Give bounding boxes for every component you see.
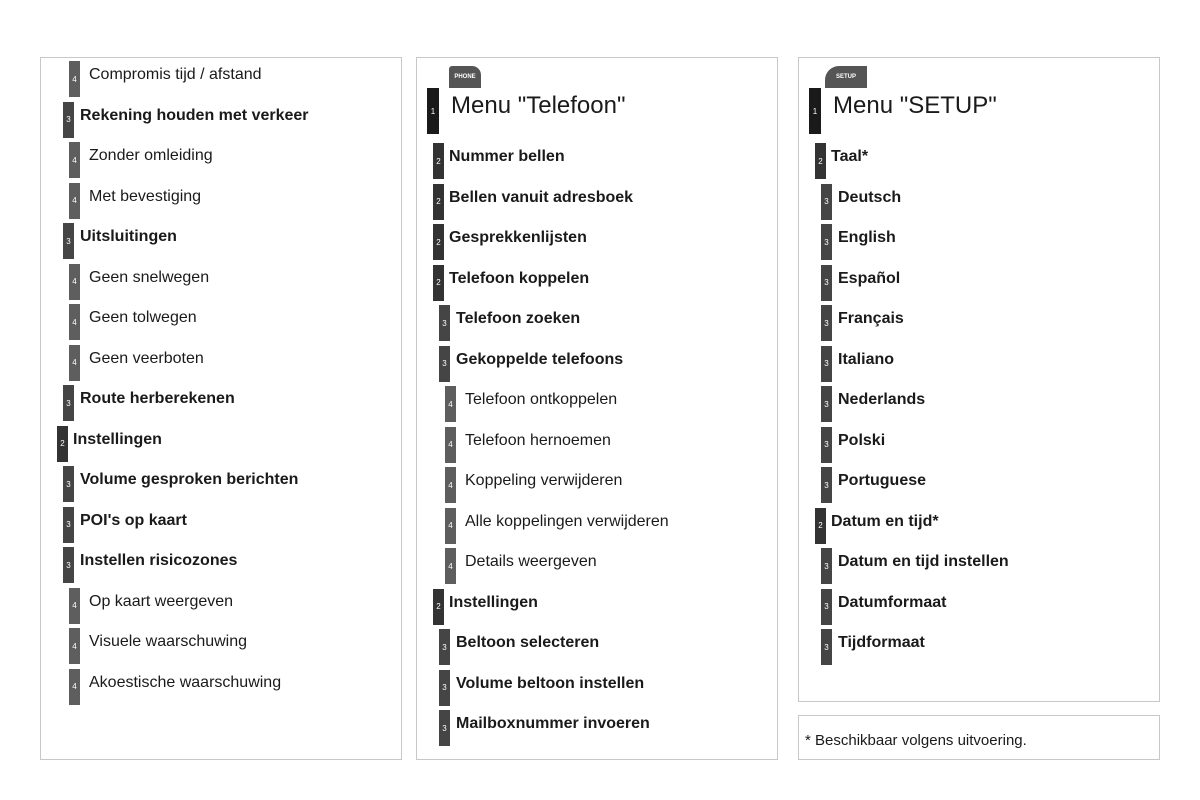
level-marker: 4 bbox=[69, 264, 80, 300]
setup-menu-panel bbox=[798, 57, 1160, 702]
level-marker: 2 bbox=[815, 508, 826, 544]
menu-item bbox=[417, 270, 777, 306]
phone-icon: PHONE bbox=[449, 66, 481, 88]
menu-item bbox=[417, 553, 777, 589]
menu-item-label: Italiano bbox=[838, 350, 895, 368]
phone-menu-panel bbox=[416, 57, 778, 760]
menu-item-label: Beltoon selecteren bbox=[456, 634, 600, 651]
menu-item bbox=[799, 634, 1159, 670]
menu-item bbox=[417, 715, 777, 751]
menu-item-label: Nummer bellen bbox=[449, 148, 565, 165]
level-marker: 1 bbox=[427, 88, 439, 134]
level-marker: 2 bbox=[433, 143, 444, 179]
menu-item bbox=[41, 471, 401, 507]
level-marker: 4 bbox=[445, 386, 456, 422]
menu-item-label: Visuele waarschuwing bbox=[89, 633, 248, 650]
left-menu-panel bbox=[40, 57, 402, 760]
level-marker: 3 bbox=[439, 629, 450, 665]
menu-item-label: Instellingen bbox=[449, 593, 538, 611]
menu-item bbox=[799, 432, 1159, 468]
level-marker: 4 bbox=[69, 183, 80, 219]
menu-title-text: Menu "Telefoon" bbox=[451, 92, 626, 119]
menu-item bbox=[799, 472, 1159, 508]
menu-title bbox=[799, 92, 1159, 134]
menu-item bbox=[417, 189, 777, 225]
level-marker: 4 bbox=[445, 508, 456, 544]
level-marker: 2 bbox=[815, 143, 826, 179]
level-marker: 3 bbox=[439, 710, 450, 746]
menu-item-label: Details weergeven bbox=[465, 553, 597, 570]
menu-item bbox=[41, 431, 401, 467]
menu-item bbox=[799, 391, 1159, 427]
level-marker: 3 bbox=[821, 184, 832, 220]
menu-item-label: Geen tolwegen bbox=[89, 309, 197, 326]
menu-item bbox=[799, 351, 1159, 387]
menu-item bbox=[799, 310, 1159, 346]
level-marker: 4 bbox=[69, 588, 80, 624]
level-marker: 3 bbox=[821, 346, 832, 382]
level-marker: 3 bbox=[63, 385, 74, 421]
level-marker: 3 bbox=[821, 427, 832, 463]
level-marker: 3 bbox=[821, 629, 832, 665]
menu-item bbox=[799, 229, 1159, 265]
menu-item-label: Telefoon zoeken bbox=[456, 310, 581, 327]
menu-item bbox=[41, 552, 401, 588]
menu-item-label: POI's op kaart bbox=[80, 511, 187, 529]
menu-item-label: Instellen risicozones bbox=[80, 552, 238, 569]
menu-item bbox=[41, 633, 401, 669]
level-marker: 4 bbox=[445, 467, 456, 503]
menu-item-label: Portuguese bbox=[838, 472, 927, 489]
menu-item-label: Geen snelwegen bbox=[89, 268, 210, 286]
level-marker: 2 bbox=[433, 265, 444, 301]
menu-item-label: Zonder omleiding bbox=[89, 147, 213, 164]
level-marker: 3 bbox=[439, 670, 450, 706]
menu-item bbox=[417, 634, 777, 670]
level-marker: 3 bbox=[821, 305, 832, 341]
menu-item bbox=[417, 513, 777, 549]
menu-item bbox=[41, 390, 401, 426]
level-marker: 2 bbox=[433, 589, 444, 625]
menu-item bbox=[417, 391, 777, 427]
menu-item bbox=[41, 593, 401, 629]
menu-item-label: Bellen vanuit adresboek bbox=[449, 188, 634, 206]
menu-item bbox=[41, 107, 401, 143]
menu-item-label: Datumformaat bbox=[838, 593, 947, 611]
level-marker: 2 bbox=[57, 426, 68, 462]
level-marker: 3 bbox=[63, 547, 74, 583]
menu-item bbox=[417, 594, 777, 630]
level-marker: 3 bbox=[821, 265, 832, 301]
level-marker: 2 bbox=[433, 224, 444, 260]
menu-item-label: Alle koppelingen verwijderen bbox=[465, 512, 669, 530]
level-marker: 3 bbox=[63, 102, 74, 138]
menu-item bbox=[417, 310, 777, 346]
level-marker: 4 bbox=[69, 628, 80, 664]
menu-item-label: Met bevestiging bbox=[89, 187, 202, 205]
level-marker: 3 bbox=[63, 223, 74, 259]
menu-item bbox=[417, 432, 777, 468]
menu-item-label: Français bbox=[838, 310, 904, 327]
menu-item-label: Datum en tijd* bbox=[831, 512, 939, 530]
level-marker: 4 bbox=[69, 345, 80, 381]
level-marker: 3 bbox=[821, 467, 832, 503]
menu-item bbox=[41, 309, 401, 345]
menu-item bbox=[41, 66, 401, 102]
menu-item bbox=[417, 351, 777, 387]
level-marker: 3 bbox=[439, 305, 450, 341]
menu-item-label: Taal* bbox=[831, 148, 869, 165]
menu-item-label: Instellingen bbox=[73, 430, 162, 448]
menu-item bbox=[799, 513, 1159, 549]
level-marker: 4 bbox=[69, 61, 80, 97]
level-marker: 3 bbox=[821, 224, 832, 260]
level-marker: 3 bbox=[439, 346, 450, 382]
menu-item bbox=[41, 512, 401, 548]
menu-item bbox=[417, 229, 777, 265]
menu-item-label: Nederlands bbox=[838, 391, 926, 408]
menu-item bbox=[41, 147, 401, 183]
menu-item bbox=[417, 472, 777, 508]
menu-item-label: Telefoon hernoemen bbox=[465, 431, 611, 449]
level-marker: 4 bbox=[69, 304, 80, 340]
menu-item-label: Volume gesproken berichten bbox=[80, 471, 299, 488]
menu-item-label: Español bbox=[838, 269, 901, 287]
menu-item bbox=[417, 675, 777, 711]
level-marker: 4 bbox=[445, 427, 456, 463]
level-marker: 1 bbox=[809, 88, 821, 134]
menu-title-text: Menu "SETUP" bbox=[833, 92, 997, 119]
menu-item bbox=[41, 674, 401, 710]
menu-item bbox=[41, 188, 401, 224]
level-marker: 3 bbox=[63, 507, 74, 543]
menu-title bbox=[417, 92, 777, 134]
menu-item-label: Deutsch bbox=[838, 188, 902, 206]
level-marker: 3 bbox=[821, 386, 832, 422]
level-marker: 3 bbox=[63, 466, 74, 502]
footnote-box bbox=[798, 715, 1160, 760]
menu-item-label: Tijdformaat bbox=[838, 634, 925, 651]
menu-item-label: Datum en tijd instellen bbox=[838, 553, 1009, 570]
menu-item bbox=[799, 148, 1159, 184]
menu-item-label: Volume beltoon instellen bbox=[456, 674, 645, 692]
menu-item bbox=[417, 148, 777, 184]
menu-item bbox=[41, 350, 401, 386]
menu-item-label: Polski bbox=[838, 431, 886, 449]
menu-item-label: Geen veerboten bbox=[89, 349, 204, 367]
menu-item-label: Op kaart weergeven bbox=[89, 592, 234, 610]
menu-item-label: Telefoon koppelen bbox=[449, 269, 590, 287]
menu-item-label: Uitsluitingen bbox=[80, 228, 177, 245]
setup-icon: SETUP bbox=[825, 66, 867, 88]
menu-item bbox=[799, 270, 1159, 306]
level-marker: 4 bbox=[69, 142, 80, 178]
menu-item-label: Gesprekkenlijsten bbox=[449, 229, 587, 246]
menu-item-label: Rekening houden met verkeer bbox=[80, 106, 309, 124]
menu-item-label: Gekoppelde telefoons bbox=[456, 350, 624, 368]
level-marker: 2 bbox=[433, 184, 444, 220]
menu-item bbox=[799, 553, 1159, 589]
level-marker: 4 bbox=[445, 548, 456, 584]
menu-item-label: Koppeling verwijderen bbox=[465, 472, 623, 489]
footnote-text: * Beschikbaar volgens uitvoering. bbox=[805, 732, 1027, 749]
level-marker: 3 bbox=[821, 548, 832, 584]
menu-item-label: Telefoon ontkoppelen bbox=[465, 391, 618, 408]
menu-item-label: Route herberekenen bbox=[80, 390, 235, 407]
menu-item bbox=[799, 189, 1159, 225]
menu-item-label: Akoestische waarschuwing bbox=[89, 673, 282, 691]
menu-item bbox=[799, 594, 1159, 630]
menu-item-label: Mailboxnummer invoeren bbox=[456, 715, 650, 732]
level-marker: 4 bbox=[69, 669, 80, 705]
menu-item bbox=[41, 269, 401, 305]
level-marker: 3 bbox=[821, 589, 832, 625]
menu-item-label: English bbox=[838, 229, 896, 246]
menu-item bbox=[41, 228, 401, 264]
menu-item-label: Compromis tijd / afstand bbox=[89, 66, 262, 83]
